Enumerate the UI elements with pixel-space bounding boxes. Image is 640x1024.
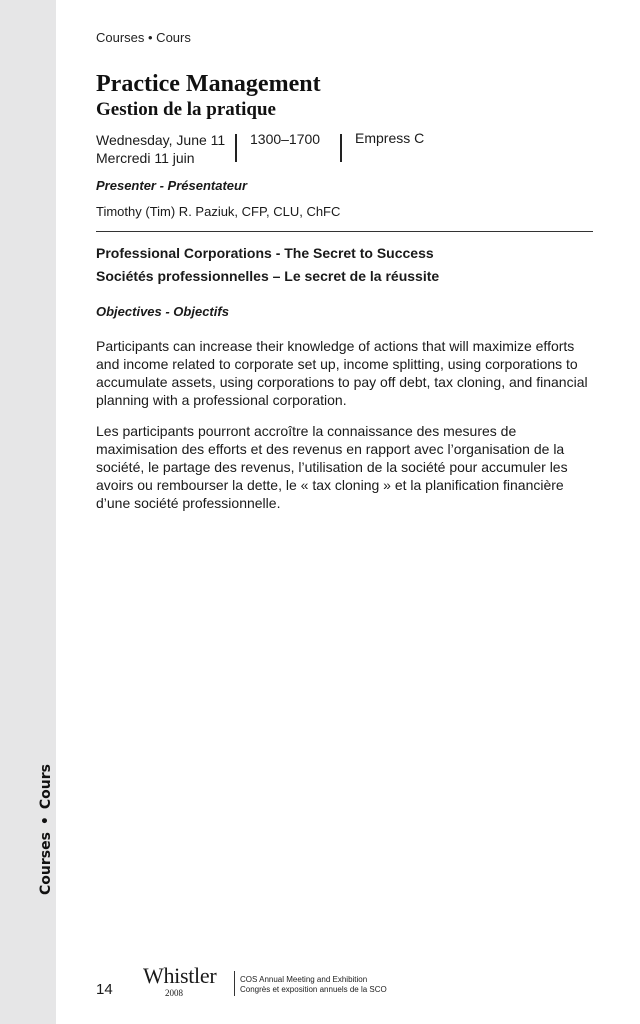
session-room: Empress C [355,130,425,146]
event-name-en: COS Annual Meeting and Exhibition [240,975,368,984]
session-date-en: Wednesday, June 11 [96,132,226,148]
session-title-en: Practice Management [96,71,321,97]
side-section-label [38,764,54,895]
session-title-fr: Gestion de la pratique [96,99,276,120]
objective-paragraph-en: Participants can increase their knowledge of actions that will maximize efforts and income related to corporate set up, income splitting, using corporations to accumulate assets, using corporations to pay off debt, tax cloning, and financial planning with a professional corporation. [96,338,588,408]
session-time: 1300–1700 [250,131,321,147]
course-title-fr: Sociétés professionnelles – Le secret de la réussite [96,268,440,284]
objectives-label: Objectives - Objectifs [96,304,229,319]
side-label-fr: Cours [38,764,54,810]
event-name [240,975,387,995]
logo-wordmark: Whistler [143,963,217,988]
whistler-logo [143,963,217,998]
date-time-divider [235,134,237,162]
section-header: Courses • Cours [96,30,191,45]
side-label-en: Courses [38,832,54,895]
side-label-dot: • [38,816,54,826]
page-number: 14 [96,981,113,998]
time-room-divider [340,134,342,162]
presenter-name: Timothy (Tim) R. Paziuk, CFP, CLU, ChFC [96,204,341,219]
presenter-label: Presenter - Présentateur [96,178,248,193]
logo-separator [234,971,235,996]
horizontal-rule [96,231,593,232]
logo-year: 2008 [165,988,183,998]
course-title-en: Professional Corporations - The Secret to Success [96,245,434,261]
objective-paragraph-fr: Les participants pourront accroître la connaissance des mesures de maximisation des efforts et des revenus en rapport avec l’organisation de la société, le partage des revenus, l’utilisation de la société pour accumuler les avoirs ou rembourser la dette, le « tax cloning » et la planification financière d’une société professionnelle. [96,423,568,511]
event-name-fr: Congrès et exposition annuels de la SCO [240,985,387,994]
session-date [96,131,225,167]
session-date-fr: Mercredi 11 juin [96,150,195,166]
